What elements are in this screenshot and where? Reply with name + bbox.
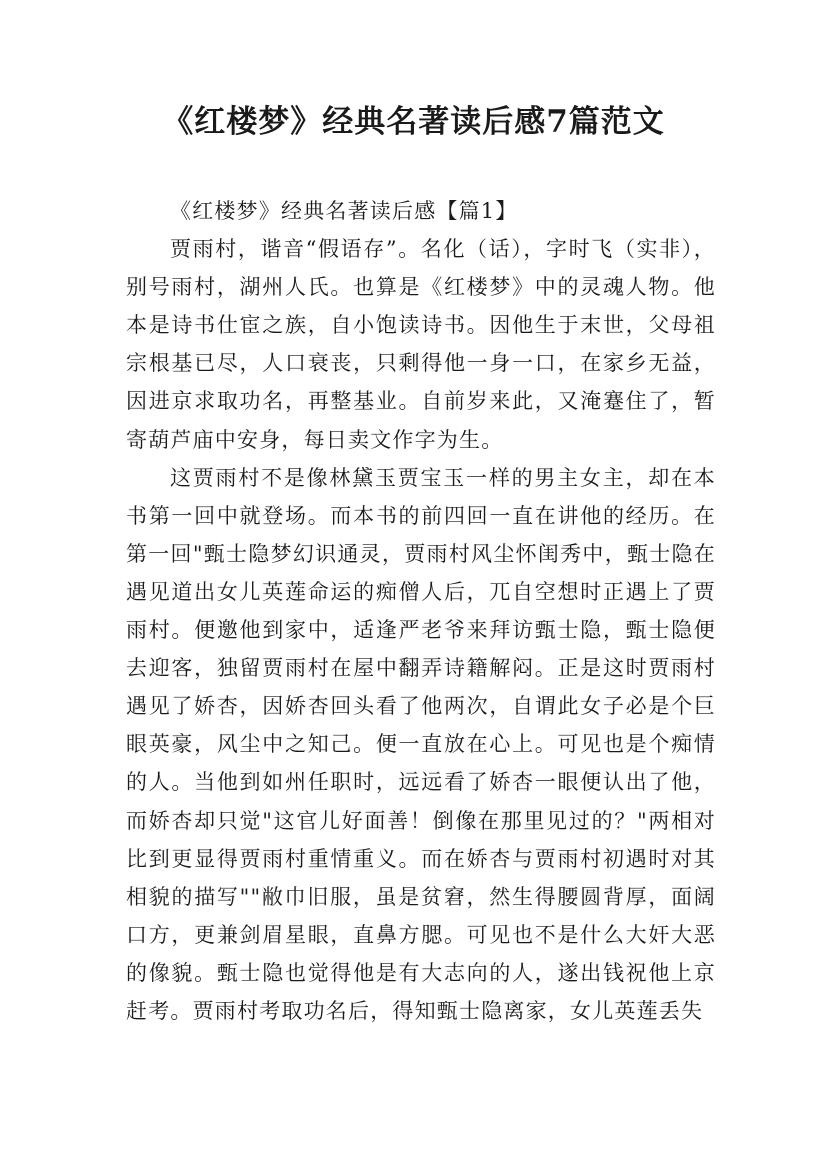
- document-title: 《红楼梦》经典名著读后感7篇范文: [162, 104, 665, 140]
- paragraph-2: 这贾雨村不是像林黛玉贾宝玉一样的男主女主，却在本书第一回中就登场。而本书的前四回一直在讲他的经历。在第一回"甄士隐梦幻识通灵，贾雨村风尘怀闺秀中，甄士隐在遇见道出女儿英莲命运的痴僧人后，兀自空想时正遇上了贾雨村。便邀他到家中，适逢严老爷来拜访甄士隐，甄士隐便去迎客，独留贾雨村在屋中翻弄诗籍解闷。正是这时贾雨村遇见了娇杏，因娇杏回头看了他两次，自谓此女子必是个巨眼英豪，风尘中之知己。便一直放在心上。可见也是个痴情的人。当他到如州任职时，远远看了娇杏一眼便认出了他，而娇杏却只觉"这官儿好面善！倒像在那里见过的？"两相对比到更显得贾雨村重情重义。而在娇杏与贾雨村初遇时对其相貌的描写""敝巾旧服，虽是贫窘，然生得腰圆背厚，面阔口方，更兼剑眉星眼，直鼻方腮。可见也不是什么大奸大恶的像貌。甄士隐也觉得他是有大志向的人，遂出钱祝他上京赶考。贾雨村考取功名后，得知甄士隐离家，女儿英莲丢失: [126, 465, 716, 1023]
- paragraph-1: 贾雨村，谐音“假语存”。名化（话），字时飞（实非），别号雨村，湖州人氏。也算是《红楼梦》中的灵魂人物。他本是诗书仕宦之族，自小饱读诗书。因他生于末世，父母祖宗根基已尽，人口衰丧，只剩得他一身一口，在家乡无益，因进京求取功名，再整基业。自前岁来此，又淹蹇住了，暂寄葫芦庙中安身，每日卖文作字为生。: [126, 237, 716, 452]
- section-heading: 《红楼梦》经典名著读后感【篇1】: [170, 199, 518, 223]
- document-body: [126, 192, 716, 1030]
